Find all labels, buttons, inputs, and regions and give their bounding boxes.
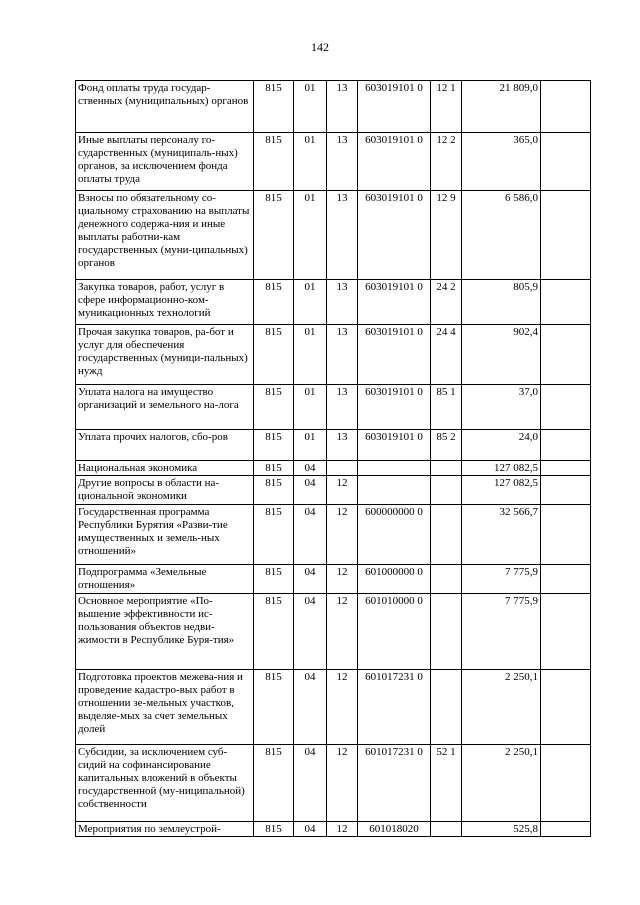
row-name-cell: Иные выплаты персоналу го-сударственных (муниципаль-ных) органов, за исключением фонда оплаты труда xyxy=(76,133,254,191)
table-row xyxy=(76,822,591,837)
expense-type-cell: 12 2 xyxy=(431,133,462,191)
amount-cell: 805,9 xyxy=(462,280,541,325)
row-name-cell: Государственная программа Республики Бурятия «Разви-тие имущественных и земель-ных отношений» xyxy=(76,505,254,565)
empty-cell xyxy=(541,191,591,280)
grbs-code-cell: 815 xyxy=(254,565,294,594)
empty-cell xyxy=(541,385,591,430)
page-number: 142 xyxy=(311,40,329,54)
expense-type-cell: 85 2 xyxy=(431,430,462,461)
row-name-cell: Подготовка проектов межева-ния и проведение кадастро-вых работ в отношении зе-мельных участков, выделяе-мых за счет земельных долей xyxy=(76,670,254,745)
target-article-cell: 603019101 0 xyxy=(358,325,431,385)
table-row xyxy=(76,565,591,594)
target-article-cell xyxy=(358,461,431,476)
grbs-code-cell: 815 xyxy=(254,191,294,280)
target-article-cell: 603019101 0 xyxy=(358,385,431,430)
expense-type-cell xyxy=(431,670,462,745)
table-row xyxy=(76,670,591,745)
empty-cell xyxy=(541,430,591,461)
expense-type-cell xyxy=(431,565,462,594)
row-name-cell: Субсидии, за исключением суб-сидий на софинансирование капитальных вложений в объекты государственной (му-ниципальной) собственности xyxy=(76,745,254,822)
table-row xyxy=(76,476,591,505)
grbs-code-cell: 815 xyxy=(254,505,294,565)
target-article-cell: 601000000 0 xyxy=(358,565,431,594)
row-name-cell: Уплата налога на имущество организаций и земельного на-лога xyxy=(76,385,254,430)
empty-cell xyxy=(541,280,591,325)
subsection-code-cell: 12 xyxy=(327,594,358,670)
table-row xyxy=(76,133,591,191)
subsection-code-cell: 13 xyxy=(327,385,358,430)
expense-type-cell: 12 9 xyxy=(431,191,462,280)
row-name-cell: Подпрограмма «Земельные отношения» xyxy=(76,565,254,594)
section-code-cell: 01 xyxy=(294,385,327,430)
row-name-cell: Национальная экономика xyxy=(76,461,254,476)
amount-cell: 525,8 xyxy=(462,822,541,837)
amount-cell: 21 809,0 xyxy=(462,81,541,133)
row-name-cell: Взносы по обязательному со-циальному страхованию на выплаты денежного содержа-ния и иные выплаты работни-кам государственных (муни-ципальных) органов xyxy=(76,191,254,280)
subsection-code-cell: 12 xyxy=(327,745,358,822)
row-name-cell: Мероприятия по землеустрой- xyxy=(76,822,254,837)
section-code-cell: 01 xyxy=(294,325,327,385)
expense-type-cell xyxy=(431,461,462,476)
subsection-code-cell xyxy=(327,461,358,476)
subsection-code-cell: 13 xyxy=(327,191,358,280)
empty-cell xyxy=(541,133,591,191)
grbs-code-cell: 815 xyxy=(254,81,294,133)
amount-cell: 6 586,0 xyxy=(462,191,541,280)
table-row xyxy=(76,461,591,476)
expense-type-cell: 24 2 xyxy=(431,280,462,325)
subsection-code-cell: 13 xyxy=(327,280,358,325)
grbs-code-cell: 815 xyxy=(254,385,294,430)
expense-type-cell: 85 1 xyxy=(431,385,462,430)
target-article-cell: 603019101 0 xyxy=(358,430,431,461)
table-row xyxy=(76,505,591,565)
empty-cell xyxy=(541,594,591,670)
amount-cell: 2 250,1 xyxy=(462,745,541,822)
subsection-code-cell: 13 xyxy=(327,430,358,461)
amount-cell: 37,0 xyxy=(462,385,541,430)
section-code-cell: 01 xyxy=(294,81,327,133)
subsection-code-cell: 12 xyxy=(327,476,358,505)
table-row xyxy=(76,191,591,280)
subsection-code-cell: 12 xyxy=(327,670,358,745)
amount-cell: 365,0 xyxy=(462,133,541,191)
subsection-code-cell: 12 xyxy=(327,822,358,837)
grbs-code-cell: 815 xyxy=(254,280,294,325)
table-row xyxy=(76,430,591,461)
budget-table xyxy=(75,80,591,837)
empty-cell xyxy=(541,461,591,476)
subsection-code-cell: 12 xyxy=(327,505,358,565)
empty-cell xyxy=(541,505,591,565)
expense-type-cell xyxy=(431,594,462,670)
section-code-cell: 04 xyxy=(294,461,327,476)
amount-cell: 902,4 xyxy=(462,325,541,385)
section-code-cell: 04 xyxy=(294,565,327,594)
grbs-code-cell: 815 xyxy=(254,822,294,837)
grbs-code-cell: 815 xyxy=(254,594,294,670)
target-article-cell: 603019101 0 xyxy=(358,191,431,280)
subsection-code-cell: 13 xyxy=(327,325,358,385)
amount-cell: 127 082,5 xyxy=(462,476,541,505)
amount-cell: 7 775,9 xyxy=(462,565,541,594)
grbs-code-cell: 815 xyxy=(254,476,294,505)
expense-type-cell: 24 4 xyxy=(431,325,462,385)
table-row xyxy=(76,745,591,822)
expense-type-cell xyxy=(431,822,462,837)
subsection-code-cell: 12 xyxy=(327,565,358,594)
target-article-cell: 600000000 0 xyxy=(358,505,431,565)
section-code-cell: 04 xyxy=(294,594,327,670)
table-row xyxy=(76,280,591,325)
budget-table-body xyxy=(76,81,591,837)
section-code-cell: 04 xyxy=(294,670,327,745)
target-article-cell: 603019101 0 xyxy=(358,280,431,325)
grbs-code-cell: 815 xyxy=(254,325,294,385)
table-row xyxy=(76,385,591,430)
row-name-cell: Уплата прочих налогов, сбо-ров xyxy=(76,430,254,461)
grbs-code-cell: 815 xyxy=(254,430,294,461)
table-row xyxy=(76,594,591,670)
row-name-cell: Закупка товаров, работ, услуг в сфере информационно-ком-муникационных технологий xyxy=(76,280,254,325)
section-code-cell: 01 xyxy=(294,280,327,325)
expense-type-cell xyxy=(431,476,462,505)
target-article-cell: 601018020 xyxy=(358,822,431,837)
target-article-cell: 603019101 0 xyxy=(358,133,431,191)
expense-type-cell: 12 1 xyxy=(431,81,462,133)
amount-cell: 2 250,1 xyxy=(462,670,541,745)
table-row xyxy=(76,81,591,133)
grbs-code-cell: 815 xyxy=(254,133,294,191)
target-article-cell: 603019101 0 xyxy=(358,81,431,133)
empty-cell xyxy=(541,81,591,133)
expense-type-cell: 52 1 xyxy=(431,745,462,822)
empty-cell xyxy=(541,565,591,594)
expense-type-cell xyxy=(431,505,462,565)
amount-cell: 32 566,7 xyxy=(462,505,541,565)
target-article-cell: 601010000 0 xyxy=(358,594,431,670)
section-code-cell: 01 xyxy=(294,133,327,191)
section-code-cell: 01 xyxy=(294,430,327,461)
section-code-cell: 04 xyxy=(294,745,327,822)
table-row xyxy=(76,325,591,385)
grbs-code-cell: 815 xyxy=(254,670,294,745)
row-name-cell: Фонд оплаты труда государ-ственных (муниципальных) органов xyxy=(76,81,254,133)
empty-cell xyxy=(541,822,591,837)
amount-cell: 24,0 xyxy=(462,430,541,461)
section-code-cell: 04 xyxy=(294,822,327,837)
subsection-code-cell: 13 xyxy=(327,133,358,191)
target-article-cell xyxy=(358,476,431,505)
target-article-cell: 601017231 0 xyxy=(358,745,431,822)
grbs-code-cell: 815 xyxy=(254,461,294,476)
subsection-code-cell: 13 xyxy=(327,81,358,133)
empty-cell xyxy=(541,325,591,385)
row-name-cell: Прочая закупка товаров, ра-бот и услуг для обеспечения государственных (муници-пальных) нужд xyxy=(76,325,254,385)
empty-cell xyxy=(541,745,591,822)
empty-cell xyxy=(541,670,591,745)
row-name-cell: Основное мероприятие «По-вышение эффективности ис-пользования объектов недви-жимости в Республике Буря-тия» xyxy=(76,594,254,670)
section-code-cell: 04 xyxy=(294,476,327,505)
grbs-code-cell: 815 xyxy=(254,745,294,822)
amount-cell: 127 082,5 xyxy=(462,461,541,476)
section-code-cell: 04 xyxy=(294,505,327,565)
row-name-cell: Другие вопросы в области на-циональной экономики xyxy=(76,476,254,505)
empty-cell xyxy=(541,476,591,505)
amount-cell: 7 775,9 xyxy=(462,594,541,670)
section-code-cell: 01 xyxy=(294,191,327,280)
target-article-cell: 601017231 0 xyxy=(358,670,431,745)
